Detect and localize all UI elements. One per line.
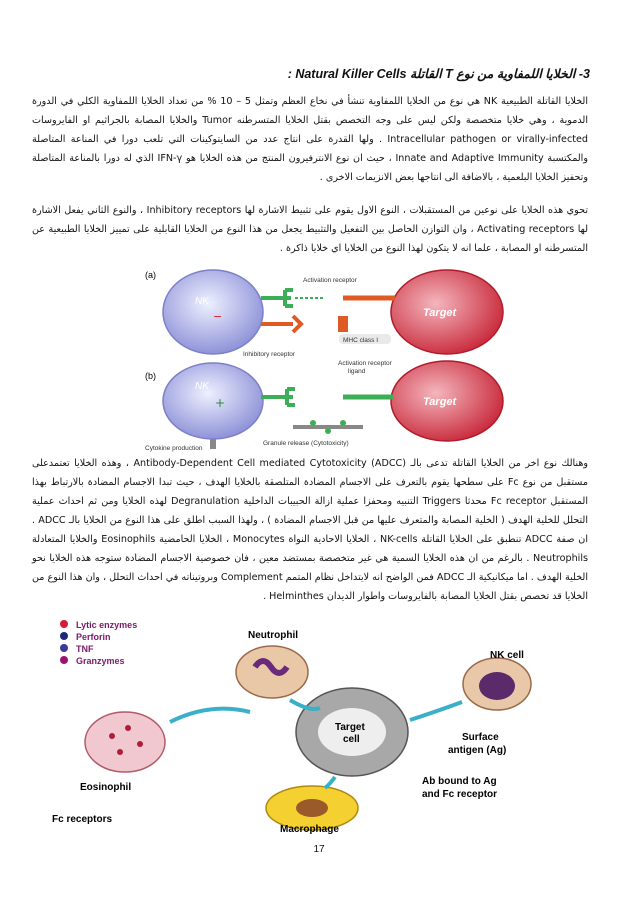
paragraph-receptors: تحوي هذه الخلايا على نوعين من المستقبلات ، النوع الاول يقوم على تثبيط الاشارة لها Inhibitory receptors ، والنوع الثاني يفعل الاشارة لها Activating receptors ، وان التوازن الحاصل بين التفعيل والتثبيط يجعل من هذا النوع من الخلايا القابلية على تمييز الخلايا الطبيعية عن المتسرطنه او المصابة ، علما انه لا يتكون لهذا النوع من الخلايا اي خلايا ذاكرة . <box>32 205 589 254</box>
eosinophil-cell <box>85 712 165 772</box>
activation-receptor-label-a: Activation receptor <box>303 277 357 284</box>
figure-panel-b <box>143 357 510 452</box>
neutrophil-label: Neutrophil <box>248 630 298 641</box>
legend-lytic-enzymes: Lytic enzymes <box>76 620 138 630</box>
granule-dot <box>310 420 316 426</box>
ab-bound-label-2: and Fc receptor <box>422 789 498 800</box>
section-heading: 3- الخلايا اللمفاوية من نوع T القاتلة Natural Killer Cells : <box>287 67 590 81</box>
tnf-icon <box>60 644 68 652</box>
legend-tnf: TNF <box>76 644 94 654</box>
granule-dot <box>340 420 346 426</box>
nk-nucleus <box>479 672 515 700</box>
nk-cell-label: NK cell <box>490 650 524 661</box>
minus-sign-icon: − <box>213 310 223 323</box>
granule-dot <box>325 428 331 434</box>
lytic-enzymes-icon <box>60 620 68 628</box>
panel-b-label: (b) <box>145 371 156 381</box>
inhibitory-receptor-label: Inhibitory receptor <box>243 351 296 358</box>
surface-antigen-label-1: Surface <box>462 732 499 743</box>
target-label-b: Target <box>423 396 457 408</box>
perforin-icon <box>60 632 68 640</box>
cytokine-production-label: Cytokine production <box>145 445 203 452</box>
paragraph-nk-intro: الخلايا القاتلة الطبيعية NK هي نوع من الخلايا اللمفاوية تنشأ في نخاع العظم وتمثل 5 – 10 % من تعداد الخلايا اللمفاوية الكلي في الدورة الدموية ، وهي خلايا متخصصة ولكن ليس على وجه التخصص بقتل الخلايا المتسرطنه Tumor والخلايا المصابة بالجراثيم او الفايروسات Intracellular pathogen or virally-infected . ولها القدرة على انتاج عدد من السايتوكينات التي تلعب دورا في المناعة المتاصلة والمكتسبة Innate and Adaptive Immunity ، حيث ان نوع الانترفيرون المنتج من هذه الخلايا هو IFN-γ الذي له دورا بالمناعة المتاصلة وتحفيز الخلايا البلعمية ، بالاضافة الى انتاجها بعض الانزيمات الاخرى . <box>32 96 588 183</box>
macrophage-nucleus <box>296 799 328 817</box>
adcc-figure <box>50 612 578 834</box>
activation-receptor-ligand-label-1: Activation receptor <box>338 360 392 367</box>
target-cell-label-1: Target <box>335 722 365 733</box>
eosinophil-label: Eosinophil <box>80 782 132 793</box>
activation-receptor-shape-b <box>261 389 295 405</box>
figure-panel-a <box>143 266 510 358</box>
mhc-class-label: MHC class I <box>343 337 379 344</box>
eosinophil-arrow <box>170 709 250 722</box>
figure-legend <box>60 620 137 666</box>
panel-a-label: (a) <box>145 270 156 280</box>
plus-sign-icon: + <box>215 396 226 410</box>
macrophage-arrow <box>325 777 335 788</box>
granzymes-icon <box>60 656 68 664</box>
mhc-class-i-shape <box>338 316 348 332</box>
fc-receptors-label: Fc receptors <box>52 814 113 825</box>
ab-bound-label-1: Ab bound to Ag <box>422 776 497 787</box>
macrophage-label: Macrophage <box>280 824 339 834</box>
inhibitory-receptor-shape <box>261 316 301 332</box>
legend-perforin: Perforin <box>76 632 111 642</box>
activation-receptor-ligand-label-2: ligand <box>348 368 366 375</box>
nk-label-b: NK <box>195 381 209 392</box>
paragraph-adcc: وهنالك نوع اخر من الخلايا القاتلة تدعى بالـ Antibody-Dependent Cell mediated Cytotoxicity (ADCC) ، وهذه الخلايا تعتمدعلى مستقبل من نوع Fc على سطحها يقوم بالتعرف على الاجسام المضادة المتلصقة بالخلايا الهدف ، حيث تبدا الاجسام المضادة بالارتباط بهذا المستقبل Fc receptor محدثا Triggers التنبيه ومحفزا عملية ازالة الحبيبات الداخلية Degranulation لهذه الخلايا ومن ثم احداث عملية التحلل للخلية الهدف ( الخلية المصابة والمتعرف عليها من قبل الاجسام المضادة ) ، ولهذا السبب اطلق على هذا النوع من الخلايا بالـ ADCC . ان صفة ADCC تنطبق على الخلايا القاتلة NK-cells ، الخلايا الاحادية النواة Monocytes ، الخلايا الحامضية Eosinophils والخلايا المتعادلة Neutrophils . بالرغم من ان هذه الخلايا السمية هي غير متخصصة بمستضد معين ، فان خصوصية الاجسام المضادة ستوجه هذه الخلايا نحو الخلية الهدف . اما ميكانيكية الـ ADCC فمن الواضح انه لايتداخل نظام المتمم Complement وبروتيناته في احداث التحلل ، وان هذا النوع من الخلايا قد تخصص بقتل الخلايا المصابة بالفايروسات واطوار الديدان Helminthes . <box>32 458 589 602</box>
nk-label-a: NK <box>195 296 209 307</box>
target-cell-label-2: cell <box>343 734 360 745</box>
activation-receptor-shape-a <box>261 290 293 306</box>
page-number: 17 <box>313 844 325 855</box>
nk-arrow <box>410 702 462 720</box>
surface-antigen-label-2: antigen (Ag) <box>448 745 507 756</box>
legend-granzymes: Granzymes <box>76 656 125 666</box>
granule-release-label: Granule release (Cytotoxicity) <box>263 440 349 447</box>
target-label-a: Target <box>423 307 457 319</box>
nk-cell-b <box>163 363 263 439</box>
